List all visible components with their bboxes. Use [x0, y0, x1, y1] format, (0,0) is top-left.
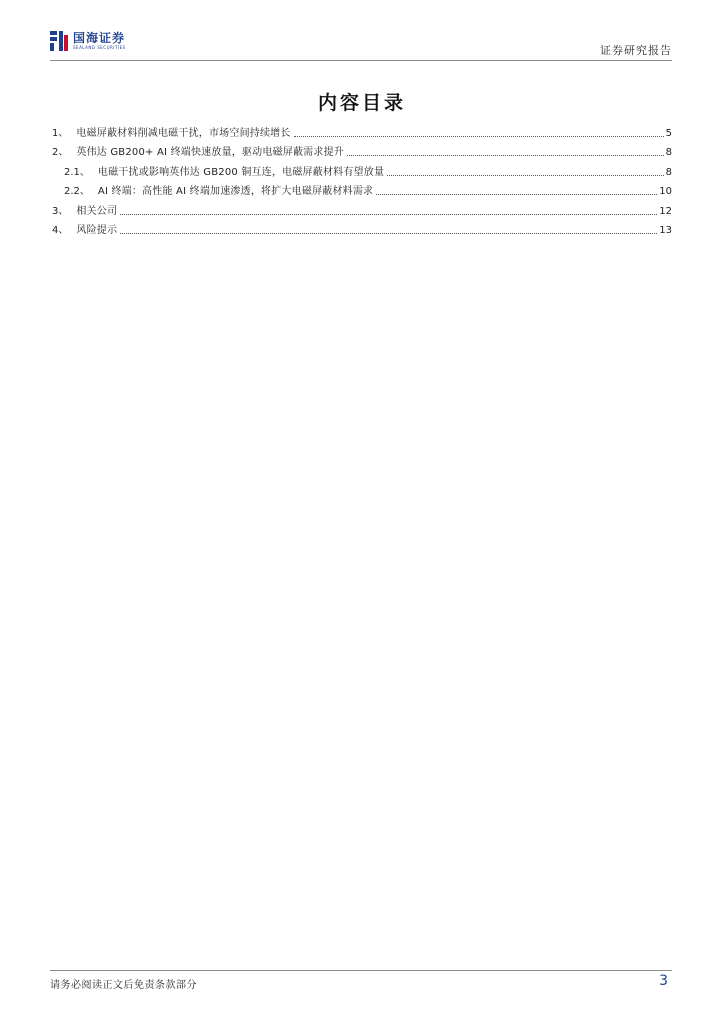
toc-entry-title: AI 终端：高性能 AI 终端加速渗透，将扩大电磁屏蔽材料需求 — [97, 186, 374, 197]
toc-entry-title: 风险提示 — [76, 225, 118, 236]
toc-entry-number: 3、 — [52, 205, 69, 217]
report-type-label: 证券研究报告 — [600, 44, 672, 57]
toc-leader-dots — [376, 193, 657, 195]
toc-leader-dots — [294, 135, 664, 137]
toc-entry-page: 8 — [665, 166, 672, 178]
toc-entry-page: 13 — [659, 225, 672, 236]
disclaimer-note: 请务必阅读正文后免责条款部分 — [50, 980, 197, 991]
company-logo — [50, 30, 126, 52]
toc-title: 内容目录 — [317, 92, 406, 114]
toc-entry-title: 电磁干扰或影响英伟达 GB200 铜互连，电磁屏蔽材料有望放量 — [97, 166, 385, 178]
toc-entry-number: 2、 — [52, 147, 69, 158]
toc-entry-page: 12 — [659, 205, 672, 217]
toc-entry-page: 10 — [659, 186, 672, 197]
toc-entry-number: 1、 — [52, 127, 69, 139]
toc-entry-title: 英伟达 GB200+ AI 终端快速放量，驱动电磁屏蔽需求提升 — [76, 147, 344, 158]
toc-entry[interactable] — [52, 218, 672, 238]
page-header — [50, 28, 672, 61]
toc-entry-title: 电磁屏蔽材料削减电磁干扰，市场空间持续增长 — [76, 127, 291, 139]
toc-entry-page: 5 — [665, 127, 672, 139]
logo-chinese-name: 国海证券 — [73, 31, 126, 45]
page-footer — [50, 970, 672, 997]
page-number: 3 — [659, 973, 668, 989]
toc-subentry[interactable] — [52, 159, 672, 179]
toc-entry-number: 4、 — [52, 225, 69, 236]
table-of-contents — [52, 120, 672, 237]
sealand-logo-icon — [50, 31, 68, 51]
toc-entry-title: 相关公司 — [76, 205, 118, 217]
toc-entry-number: 2.1、 — [64, 166, 90, 178]
toc-leader-dots — [120, 213, 657, 215]
toc-leader-dots — [120, 232, 657, 234]
toc-leader-dots — [387, 174, 663, 176]
toc-entry-page: 8 — [665, 147, 672, 158]
toc-entry-number: 2.2、 — [64, 186, 90, 197]
toc-subentry[interactable] — [52, 179, 672, 199]
toc-entry[interactable] — [52, 140, 672, 160]
logo-english-name: SEALAND SECURITIES — [73, 45, 126, 50]
toc-leader-dots — [347, 154, 664, 156]
toc-entry[interactable] — [52, 120, 672, 140]
toc-entry[interactable] — [52, 198, 672, 218]
